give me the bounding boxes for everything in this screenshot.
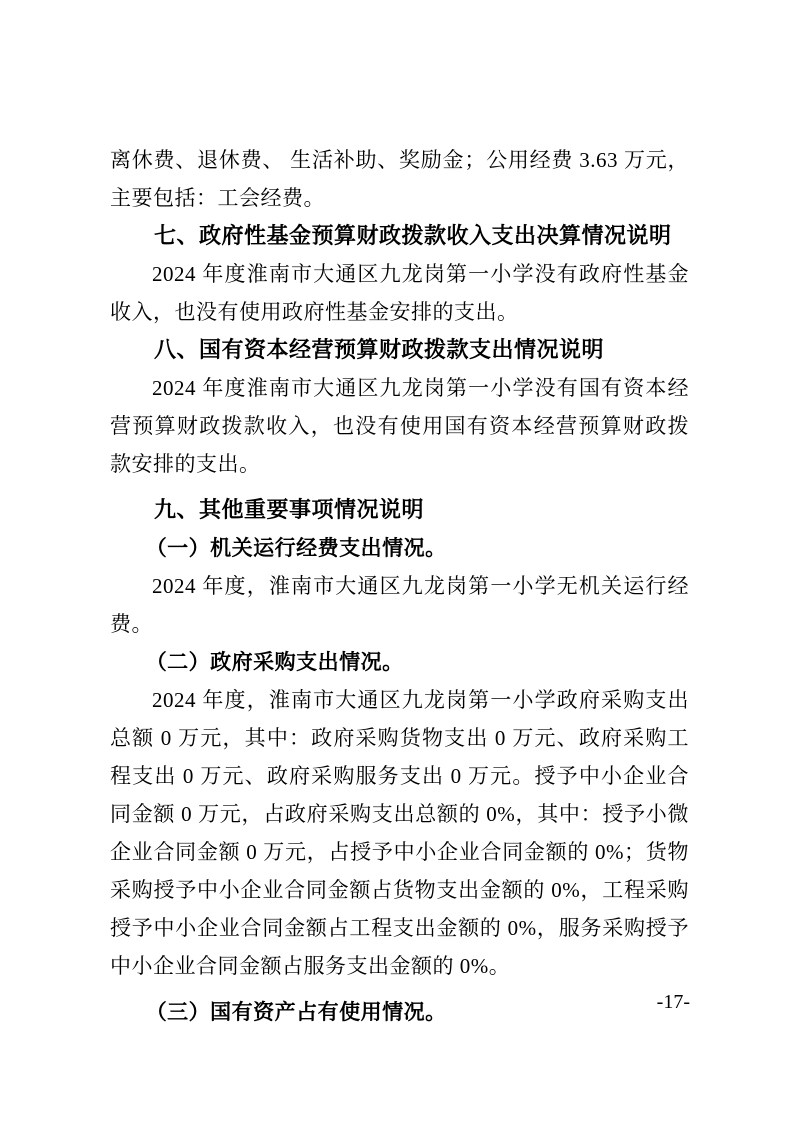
paragraph-9-2-body: 2024 年度，淮南市大通区九龙岗第一小学政府采购支出总额 0 万元，其中：政府采购货物支出 0 万元、政府采购工程支出 0 万元、政府采购服务支出 0 万元。授予中小企业合同金额 0 万元，占政府采购支出总额的 0%，其中：授予小微企业合同金额 0 万元，占授予中小企业合同金额的 0%；货物采购授予中小企业合同金额占货物支出金额的 0%，工程采购授予中小企业合同金额占工程支出金额的 0%，服务采购授予中小企业合同金额占服务支出金额的 0%。 [110, 688, 689, 978]
document-body [110, 141, 689, 1031]
heading-9-2-gov-procurement-expense: （二）政府采购支出情况。 [145, 650, 404, 674]
page-number: -17- [656, 991, 690, 1013]
paragraph-section-8-body: 2024 年度淮南市大通区九龙岗第一小学没有国有资本经营预算财政拨款收入，也没有使用国有资本经营预算财政拨款安排的支出。 [110, 376, 689, 476]
heading-9-1-agency-operating-expense: （一）机关运行经费支出情况。 [145, 536, 447, 560]
paragraph-9-1-body: 2024 年度，淮南市大通区九龙岗第一小学无机关运行经费。 [110, 574, 689, 636]
heading-section-7-gov-fund-budget: 七、政府性基金预算财政拨款收入支出决算情况说明 [154, 223, 672, 248]
heading-section-9-other-important-items: 九、其他重要事项情况说明 [154, 497, 425, 522]
heading-section-8-state-capital-budget: 八、国有资本经营预算财政拨款支出情况说明 [154, 337, 605, 362]
paragraph-section-7-body: 2024 年度淮南市大通区九龙岗第一小学没有政府性基金收入，也没有使用政府性基金安排的支出。 [110, 262, 689, 324]
paragraph-public-expense-continuation: 离休费、退休费、 生活补助、奖励金；公用经费 3.63 万元，主要包括：工会经费。 [110, 148, 689, 210]
heading-9-3-state-assets-usage: （三）国有资产占有使用情况。 [145, 1000, 447, 1024]
